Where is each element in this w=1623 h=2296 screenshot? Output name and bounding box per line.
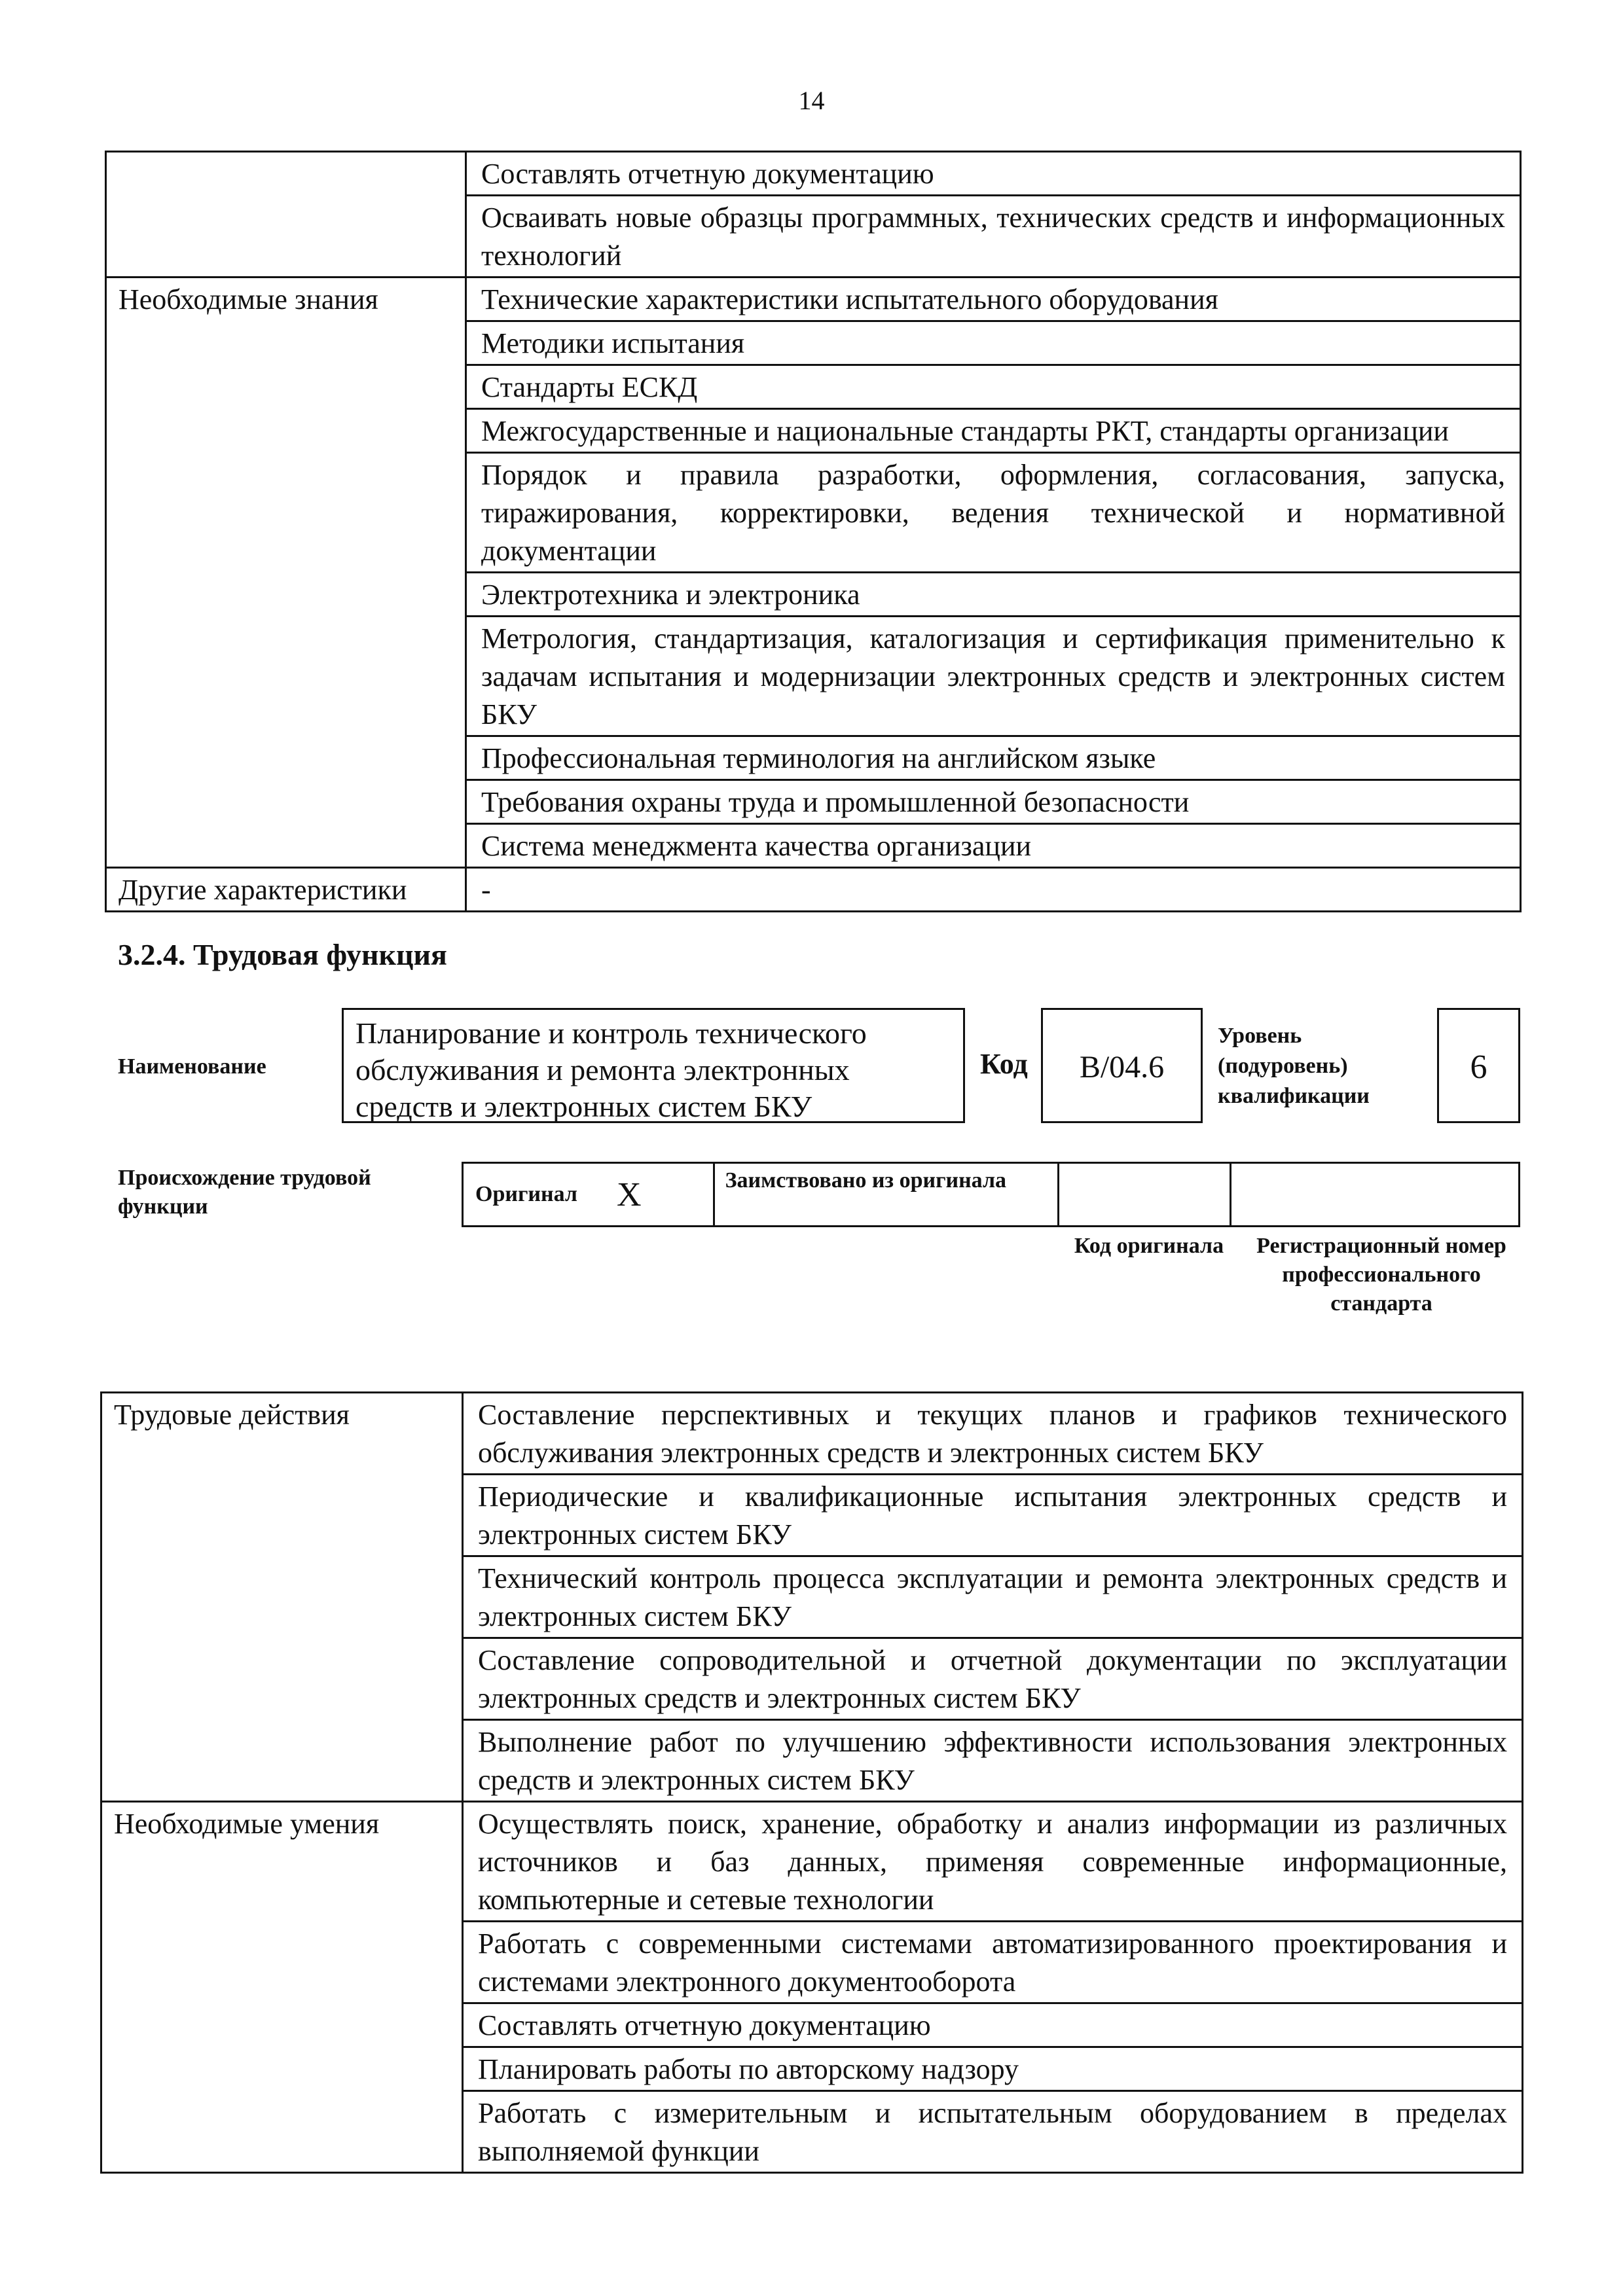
cell-text: Составление перспективных и текущих планов и графиков технического обслуживания электронных средств и электронных систем БКУ xyxy=(463,1393,1523,1475)
function-code-box: B/04.6 xyxy=(1041,1008,1203,1123)
borrowed-label: Заимствовано из оригинала xyxy=(713,1164,1057,1225)
cell-text: Составлять отчетную документацию xyxy=(463,2003,1523,2047)
cell-text: Планировать работы по авторскому надзору xyxy=(463,2047,1523,2091)
table-row xyxy=(101,1393,1523,1475)
cell-text: Технический контроль процесса эксплуатации и ремонта электронных средств и электронных систем БКУ xyxy=(463,1556,1523,1638)
code-label: Код xyxy=(980,1048,1028,1080)
knowledge-table xyxy=(105,151,1522,912)
original-code-caption: Код оригинала xyxy=(1074,1234,1224,1258)
row-label-other-characteristics: Другие характеристики xyxy=(106,868,466,912)
cell-text: Периодические и квалификационные испытания электронных средств и электронных систем БКУ xyxy=(463,1475,1523,1556)
original-mark: X xyxy=(616,1175,642,1213)
cell-text: Составление сопроводительной и отчетной документации по эксплуатации электронных средств и электронных систем БКУ xyxy=(463,1638,1523,1720)
cell-text: Требования охраны труда и промышленной безопасности xyxy=(466,780,1521,824)
cell-text: Профессиональная терминология на английском языке xyxy=(466,736,1521,780)
cell-text: Система менеджмента качества организации xyxy=(466,824,1521,868)
cell-text: Технические характеристики испытательного оборудования xyxy=(466,278,1521,321)
labor-function-table xyxy=(100,1391,1523,2174)
cell-text: Осуществлять поиск, хранение, обработку и анализ информации из различных источников и баз данных, применяя современные информационные, компьютерные и сетевые технологии xyxy=(463,1802,1523,1922)
registration-number-cell xyxy=(1230,1164,1518,1225)
cell-text: Методики испытания xyxy=(466,321,1521,365)
table-row xyxy=(106,152,1521,196)
cell-text: - xyxy=(466,868,1521,912)
cell-text: Осваивать новые образцы программных, технических средств и информационных технологий xyxy=(466,196,1521,278)
table-row xyxy=(101,1802,1523,1922)
qualification-level-label: Уровень (подуровень) квалификации xyxy=(1218,1024,1370,1108)
origin-original-cell xyxy=(464,1164,713,1225)
registration-number-caption: Регистрационный номер профессионального стандарта xyxy=(1256,1234,1506,1316)
cell-text: Порядок и правила разработки, оформления, согласования, запуска, тиражирования, корректировки, ведения технической и нормативной документации xyxy=(466,453,1521,573)
cell-text: Межгосударственные и национальные стандарты РКТ, стандарты организации xyxy=(466,409,1521,453)
cell-text: Составлять отчетную документацию xyxy=(466,152,1521,196)
original-label: Оригинал xyxy=(475,1182,577,1206)
row-label-required-knowledge: Необходимые знания xyxy=(106,278,466,868)
original-code-cell xyxy=(1057,1164,1230,1225)
cell-text: Электротехника и электроника xyxy=(466,573,1521,617)
function-name-box: Планирование и контроль технического обслуживания и ремонта электронных средств и электронных систем БКУ xyxy=(342,1008,965,1123)
page-number: 14 xyxy=(798,86,825,115)
row-label-labor-actions: Трудовые действия xyxy=(101,1393,463,1802)
origin-table xyxy=(462,1162,1520,1227)
origin-label: Происхождение трудовой функции xyxy=(118,1166,371,1219)
table-row xyxy=(106,278,1521,321)
cell-text: Выполнение работ по улучшению эффективности использования электронных средств и электронных систем БКУ xyxy=(463,1720,1523,1802)
section-heading: 3.2.4. Трудовая функция xyxy=(118,938,447,971)
name-label: Наименование xyxy=(118,1054,266,1079)
qualification-level-box: 6 xyxy=(1437,1008,1520,1123)
cell-text: Метрология, стандартизация, каталогизация и сертификация применительно к задачам испытания и модернизации электронных средств и электронных систем БКУ xyxy=(466,617,1521,736)
row-label xyxy=(106,152,466,278)
cell-text: Работать с современными системами автоматизированного проектирования и системами электронного документооборота xyxy=(463,1922,1523,2003)
row-label-required-skills: Необходимые умения xyxy=(101,1802,463,2173)
cell-text: Стандарты ЕСКД xyxy=(466,365,1521,409)
cell-text: Работать с измерительным и испытательным оборудованием в пределах выполняемой функции xyxy=(463,2091,1523,2173)
table-row xyxy=(106,868,1521,912)
